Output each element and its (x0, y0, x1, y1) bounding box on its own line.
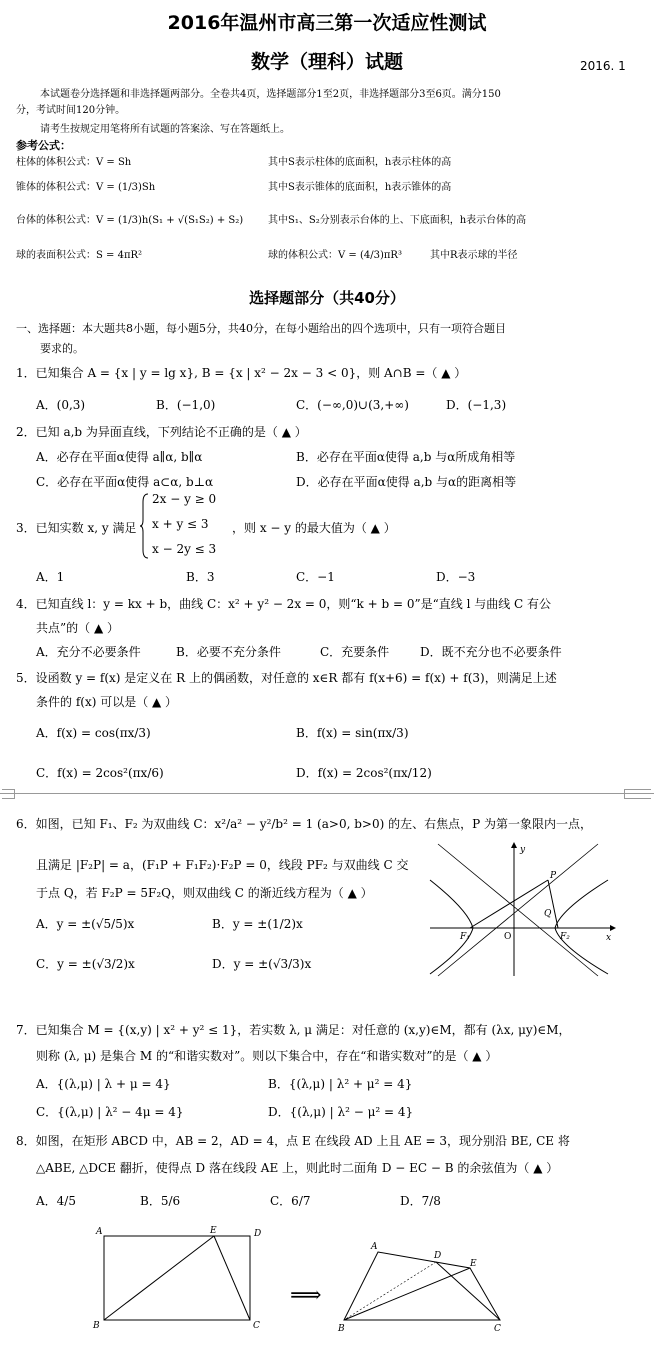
q8-segment-be (104, 1236, 214, 1320)
q8-label-a: A (96, 1227, 103, 1237)
q6-label-p: P (550, 871, 557, 881)
q5-stem-2: 条件的 f(x) 可以是（ ▲ ） (36, 695, 178, 709)
q4-option-d: D．既不充分也不必要条件 (420, 645, 562, 659)
q4-stem-2: 共点”的（ ▲ ） (36, 621, 119, 635)
q7-option-b: B．{(λ,μ) | λ² + μ² = 4} (268, 1077, 413, 1091)
q3-lead: 3．已知实数 x, y 满足 (16, 521, 137, 535)
section-instruction-1: 一、选择题：本大题共8小题，每小题5分，共40分，在每小题给出的四个选项中，只有一项符合题目 (16, 322, 506, 335)
q6-left-branch (430, 880, 473, 974)
formula-sphere-surface: 球的表面积公式：S = 4πR² (16, 250, 143, 261)
q6-option-a: A．y = ±(√5/5)x (36, 917, 135, 931)
intro-line-3: 请考生按规定用笔将所有试题的答案涂、写在答题纸上。 (40, 124, 290, 135)
page-break-line (0, 793, 654, 794)
q6-stem-2: 且满足 |F₂P| = a，(F₁P + F₁F₂)·F₂P = 0，线段 PF₂ 与双曲线 C 交 (36, 858, 409, 872)
q3-constraint-1: 2x − y ≥ 0 (152, 492, 217, 506)
q7-option-a: A．{(λ,μ) | λ + μ = 4} (36, 1077, 171, 1091)
q4-option-a: A．充分不必要条件 (36, 645, 141, 659)
q6-segment-f1p (470, 880, 548, 928)
q3-constraint-3: x − 2y ≤ 3 (152, 542, 217, 556)
q7-option-d: D．{(λ,μ) | λ² − μ² = 4} (268, 1105, 414, 1119)
exam-subtitle: 数学（理科）试题 (250, 51, 403, 73)
page-break-marker-left (2, 789, 15, 799)
q6-right-branch (555, 880, 608, 974)
formula-frustum-right: 其中S₁、S₂分别表示台体的上、下底面积，h表示台体的高 (268, 215, 527, 226)
q8-folded-label-a: A (371, 1242, 378, 1252)
q6-label-y: y (520, 845, 526, 855)
q8-stem-1: 8．如图，在矩形 ABCD 中，AB = 2，AD = 4，点 E 在线段 AD 上且 AE = 3，现分别沿 BE, CE 将 (16, 1134, 570, 1148)
q5-option-b: B．f(x) = sin(πx/3) (296, 726, 409, 740)
q8-label-e: E (210, 1226, 217, 1236)
q6-stem-1: 6．如图，已知 F₁、F₂ 为双曲线 C：x²/a² − y²/b² = 1 (a>0, b>0) 的左、右焦点，P 为第一象限内一点， (16, 817, 592, 831)
q6-option-d: D．y = ±(√3/3)x (212, 957, 312, 971)
q4-option-c: C．充要条件 (320, 645, 390, 659)
q8-arrow: ⟹ (290, 1283, 322, 1308)
q8-folding-figure (90, 1224, 520, 1340)
q3-tail: ，则 x − y 的最大值为（ ▲ ） (232, 521, 396, 535)
q8-option-d: D．7/8 (400, 1194, 441, 1208)
q3-option-d: D．−3 (436, 570, 476, 584)
q5-option-a: A．f(x) = cos(πx/3) (36, 726, 151, 740)
q6-hyperbola-figure (428, 840, 618, 980)
q2-option-d: D．必存在平面α使得 a,b 与α的距离相等 (296, 475, 517, 489)
q8-folded-label-c: C (494, 1324, 501, 1334)
q8-rectangle (104, 1236, 250, 1320)
formulas-heading: 参考公式： (16, 139, 71, 152)
q2-option-c: C．必存在平面α使得 a⊂α, b⊥α (36, 475, 214, 489)
q6-label-f2: F₂ (560, 932, 570, 942)
q1-stem: 1．已知集合 A = {x | y = lg x}, B = {x | x² − 2x − 3 < 0}，则 A∩B =（ ▲ ） (16, 366, 467, 380)
q6-segment-pf2 (548, 880, 558, 928)
q8-folded-dc (436, 1262, 500, 1320)
q8-folded-label-e: E (470, 1259, 477, 1269)
q8-folded-label-b: B (338, 1324, 345, 1334)
q8-label-c: C (253, 1321, 260, 1331)
q5-stem-1: 5．设函数 y = f(x) 是定义在 R 上的偶函数，对任意的 x∈R 都有 f(x+6) = f(x) + f(3)，则满足上述 (16, 671, 557, 685)
q4-option-b: B．必要不充分条件 (176, 645, 281, 659)
q6-option-b: B．y = ±(1/2)x (212, 917, 303, 931)
q8-option-c: C．6/7 (270, 1194, 311, 1208)
q5-option-c: C．f(x) = 2cos²(πx/6) (36, 766, 164, 780)
q2-option-a: A．必存在平面α使得 a∥α, b∥α (36, 450, 203, 464)
q6-y-arrow (511, 842, 517, 848)
formula-prism-left: 柱体的体积公式：V = Sh (16, 157, 132, 168)
q3-option-a: A．1 (36, 570, 65, 584)
q7-stem-2: 则称 (λ, μ) 是集合 M 的“和谐实数对”。则以下集合中，存在“和谐实数对”的是（ ▲ ） (36, 1049, 498, 1063)
q7-option-c: C．{(λ,μ) | λ² − 4μ = 4} (36, 1105, 184, 1119)
q6-stem-3: 于点 Q，若 F₂P = 5F₂Q，则双曲线 C 的渐近线方程为（ ▲ ） (36, 886, 373, 900)
q6-label-x: x (606, 933, 612, 943)
exam-date: 2016. 1 (580, 59, 626, 73)
intro-line-1: 本试题卷分选择题和非选择题两部分。全卷共4页，选择题部分1至2页，非选择题部分3至6页。满分150 (40, 89, 501, 100)
q2-stem: 2．已知 a,b 为异面直线，下列结论不正确的是（ ▲ ） (16, 425, 307, 439)
formula-prism-right: 其中S表示柱体的底面积，h表示柱体的高 (268, 157, 452, 168)
q8-segment-ce (214, 1236, 250, 1320)
formula-sphere-note: 其中R表示球的半径 (430, 250, 518, 261)
q3-brace (140, 492, 150, 560)
q7-stem-1: 7．已知集合 M = {(x,y) | x² + y² ≤ 1}，若实数 λ, μ 满足：对任意的 (x,y)∈M，都有 (λx, μy)∈M， (16, 1023, 571, 1037)
q5-option-d: D．f(x) = 2cos²(πx/12) (296, 766, 432, 780)
q6-option-c: C．y = ±(√3/2)x (36, 957, 135, 971)
q8-folded-db (344, 1262, 436, 1320)
section-title: 选择题部分（共40分） (249, 289, 405, 307)
intro-line-2: 分，考试时间120分钟。 (16, 105, 126, 116)
q8-stem-2: △ABE, △DCE 翻折，使得点 D 落在线段 AE 上，则此时二面角 D − EC − B 的余弦值为（ ▲ ） (36, 1161, 559, 1175)
formula-sphere-volume: 球的体积公式：V = (4/3)πR³ (268, 250, 402, 261)
formula-frustum-left: 台体的体积公式：V = (1/3)h(S₁ + √(S₁S₂) + S₂) (16, 215, 244, 226)
q8-label-b: B (93, 1321, 100, 1331)
q1-option-a: A．(0,3) (36, 398, 86, 412)
q3-option-c: C．−1 (296, 570, 335, 584)
q3-constraint-2: x + y ≤ 3 (152, 517, 209, 531)
q8-option-a: A．4/5 (36, 1194, 76, 1208)
q3-option-b: B．3 (186, 570, 215, 584)
q8-option-b: B．5/6 (140, 1194, 181, 1208)
q4-stem-1: 4．已知直线 l：y = kx + b，曲线 C：x² + y² − 2x = 0，则“k + b = 0”是“直线 l 与曲线 C 有公 (16, 597, 552, 611)
q1-option-b: B．(−1,0) (156, 398, 216, 412)
q8-label-d: D (254, 1229, 262, 1239)
q6-label-f1: F₁ (460, 932, 470, 942)
formula-cone-left: 锥体的体积公式：V = (1/3)Sh (16, 182, 156, 193)
q8-folded-label-d: D (434, 1251, 442, 1261)
exam-title: 2016年温州市高三第一次适应性测试 (167, 12, 487, 34)
q8-folded-outline (344, 1252, 500, 1320)
page-break-marker-right (624, 789, 651, 799)
q1-option-c: C．(−∞,0)∪(3,+∞) (296, 398, 409, 412)
q6-label-q: Q (544, 909, 552, 919)
section-instruction-2: 要求的。 (40, 342, 84, 355)
q1-option-d: D．(−1,3) (446, 398, 507, 412)
formula-cone-right: 其中S表示锥体的底面积，h表示锥体的高 (268, 182, 452, 193)
q2-option-b: B．必存在平面α使得 a,b 与α所成角相等 (296, 450, 516, 464)
q6-label-o: O (504, 932, 512, 942)
q6-x-arrow (610, 925, 616, 931)
